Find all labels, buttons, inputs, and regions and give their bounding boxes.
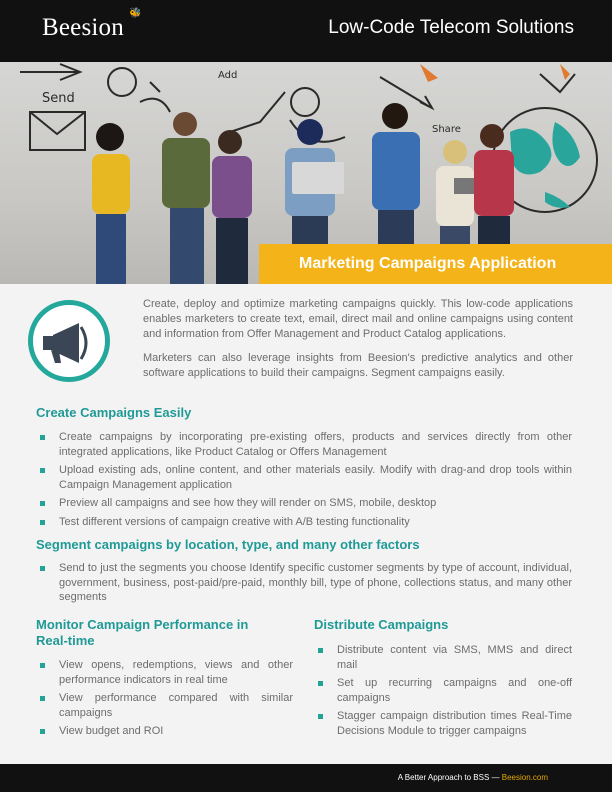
page-title: Low-Code Telecom Solutions: [328, 17, 574, 38]
list-item: View opens, redemptions, views and other performance indicators in real time: [36, 658, 293, 687]
monitor-list: [36, 658, 293, 743]
list-item: View budget and ROI: [36, 724, 293, 739]
distribute-heading: Distribute Campaigns: [314, 617, 449, 632]
sketch-word-add: Add: [218, 70, 238, 81]
list-item: Upload existing ads, online content, and other materials easily. Modify with drag-and drop tools within Campaign Management application: [36, 463, 572, 492]
list-item: Stagger campaign distribution times Real-Time Decisions Module to trigger campaigns: [314, 709, 572, 738]
footer-website-link[interactable]: Beesion.com: [501, 773, 548, 782]
page-header: [0, 0, 612, 62]
list-item: Create campaigns by incorporating pre-existing offers, products and services directly from other integrated applications, like Product Catalog or Offers Management: [36, 430, 572, 459]
page-footer: [0, 764, 612, 792]
create-campaigns-list: [36, 430, 572, 533]
monitor-heading: Monitor Campaign Performance in Real-time: [36, 617, 249, 648]
list-item: Distribute content via SMS, MMS and direct mail: [314, 643, 572, 672]
distribute-list: [314, 643, 572, 742]
intro-text: [143, 297, 573, 390]
segment-list: [36, 561, 572, 609]
logo-text: Beesion: [42, 14, 124, 41]
footer-tagline: A Better Approach to BSS —: [397, 773, 502, 782]
bee-icon: 🐝: [129, 8, 142, 19]
megaphone-icon-badge: [28, 300, 110, 382]
sketch-word-share: Share: [432, 124, 461, 135]
list-item: Send to just the segments you choose Identify specific customer segments by type of account, individual, government, business, post-paid/pre-paid, monthly bill, type of phone, collections status, and many other segments: [36, 561, 572, 605]
banner-title: Marketing Campaigns Application: [299, 255, 557, 272]
intro-paragraph: Marketers can also leverage insights from Beesion's predictive analytics and other software applications to build their campaigns. Segment campaigns easily.: [143, 352, 573, 379]
segment-heading: Segment campaigns by location, type, and many other factors: [36, 537, 420, 552]
intro-paragraph: Create, deploy and optimize marketing campaigns quickly. This low-code applications enables marketers to create text, email, direct mail and online campaigns using content and information from Offer Management and Product Catalog applications.: [143, 298, 573, 340]
beesion-logo: [42, 8, 142, 42]
megaphone-icon: [33, 305, 105, 377]
list-item: Set up recurring campaigns and one-off campaigns: [314, 676, 572, 705]
list-item: Test different versions of campaign creative with A/B testing functionality: [36, 515, 572, 530]
list-item: Preview all campaigns and see how they will render on SMS, mobile, desktop: [36, 496, 572, 511]
list-item: View performance compared with similar campaigns: [36, 691, 293, 720]
footer-text: [398, 773, 548, 782]
section-banner: [259, 244, 612, 284]
sketch-word-send: Send: [42, 91, 75, 106]
create-campaigns-heading: Create Campaigns Easily: [36, 405, 192, 420]
